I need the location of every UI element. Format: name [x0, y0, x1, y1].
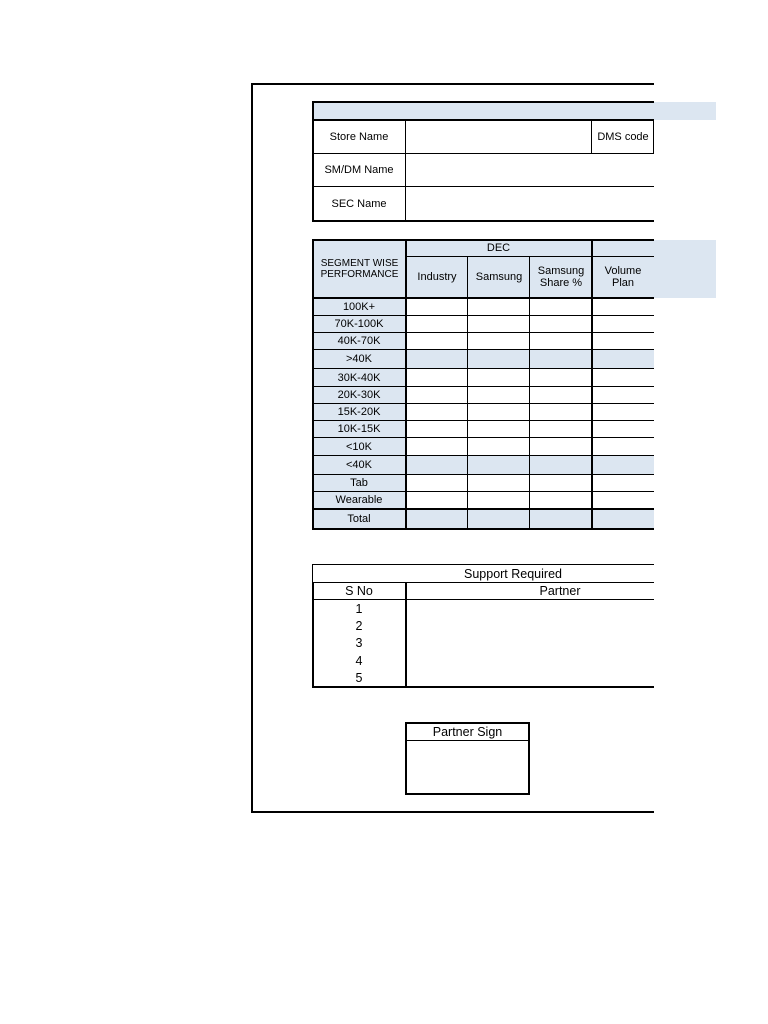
column-header-samsung-share: Samsung Share %: [537, 265, 585, 289]
segment-label: Total: [347, 513, 371, 525]
support-required-title: Support Required: [464, 566, 562, 581]
sm-dm-name-label: SM/DM Name: [324, 164, 394, 176]
sno-header: S No: [345, 584, 373, 598]
store-name-label: Store Name: [329, 130, 389, 143]
segment-wise-performance-header: SEGMENT WISE PERFORMANCE: [320, 258, 399, 280]
column-header-industry: Industry: [417, 271, 457, 283]
segment-label: 100K+: [342, 300, 376, 313]
form-title-band: [313, 102, 654, 120]
sm-dm-name-field[interactable]: [406, 154, 654, 186]
support-row-number: 5: [355, 671, 363, 685]
row-fill-gt40k: [406, 350, 654, 368]
title-band-extension: [654, 102, 716, 120]
segment-label: 40K-70K: [337, 335, 381, 347]
segment-label: 30K-40K: [337, 371, 381, 384]
segment-label: <10K: [346, 440, 372, 453]
segment-label: 70K-100K: [334, 318, 384, 330]
segment-label: Tab: [350, 477, 368, 489]
partner-header: Partner: [539, 584, 581, 598]
row-fill-total: [406, 509, 654, 528]
sec-name-field[interactable]: [406, 187, 654, 220]
support-row-number: 4: [355, 653, 363, 668]
dms-code-label: DMS code: [597, 130, 649, 143]
header-band-extension: [654, 240, 716, 298]
partner-sign-field[interactable]: [407, 742, 528, 793]
row-fill-lt40k: [406, 456, 654, 474]
support-row-number: 2: [355, 618, 363, 633]
segment-label: 15K-20K: [337, 406, 381, 418]
store-name-field[interactable]: [406, 121, 591, 153]
partner-sign-label: Partner Sign: [432, 725, 503, 739]
support-row-number: 3: [355, 636, 363, 650]
support-partner-entry-area[interactable]: [407, 600, 654, 686]
month-header-dec: DEC: [486, 242, 511, 254]
segment-label: 10K-15K: [337, 423, 381, 435]
sec-name-label: SEC Name: [331, 197, 387, 210]
segment-label: <40K: [346, 459, 372, 471]
segment-label: >40K: [346, 353, 372, 365]
support-row-number: 1: [355, 601, 363, 616]
column-header-volume-plan: Volume Plan: [604, 265, 642, 289]
segment-label: Wearable: [335, 494, 383, 506]
column-header-samsung: Samsung: [475, 271, 523, 283]
segment-label: 20K-30K: [337, 389, 381, 401]
